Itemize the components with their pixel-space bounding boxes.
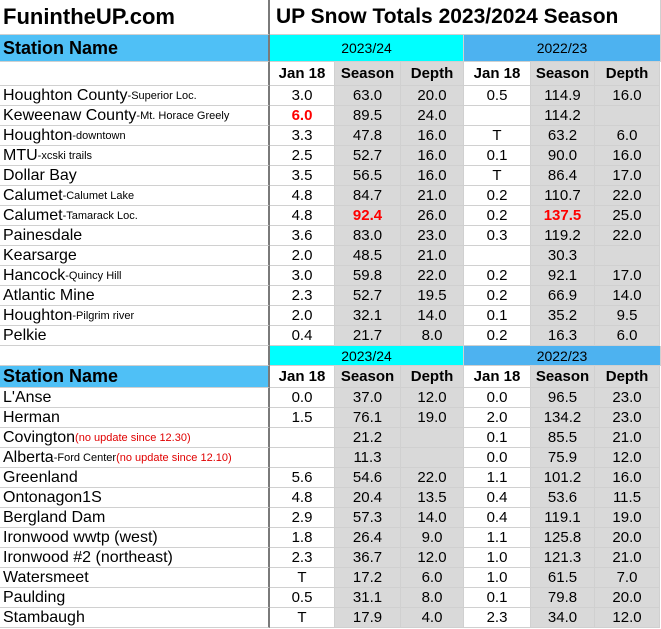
station-name-cell bbox=[0, 388, 270, 408]
station-name: Dollar Bay bbox=[3, 166, 77, 184]
table-row bbox=[0, 588, 661, 608]
cell-depth-previous: 23.0 bbox=[595, 408, 660, 428]
cell-jan18-current: 2.5 bbox=[270, 146, 335, 166]
cell-depth-previous: 21.0 bbox=[595, 548, 660, 568]
cell-depth-current: 8.0 bbox=[401, 326, 464, 346]
cell-depth-previous: 22.0 bbox=[595, 226, 660, 246]
cell-depth-previous: 7.0 bbox=[595, 568, 660, 588]
cell-jan18-current: 3.6 bbox=[270, 226, 335, 246]
cell-season-previous: 79.8 bbox=[531, 588, 595, 608]
cell-depth-current: 12.0 bbox=[401, 548, 464, 568]
cell-season-previous: 119.1 bbox=[531, 508, 595, 528]
station-name-cell bbox=[0, 266, 270, 286]
cell-season-previous: 96.5 bbox=[531, 388, 595, 408]
station-location: -Pilgrim river bbox=[72, 309, 135, 322]
station-name-cell bbox=[0, 286, 270, 306]
station-name-cell bbox=[0, 246, 270, 266]
station-name-cell bbox=[0, 468, 270, 488]
cell-season-previous: 35.2 bbox=[531, 306, 595, 326]
cell-season-current: 76.1 bbox=[335, 408, 401, 428]
cell-season-previous: 90.0 bbox=[531, 146, 595, 166]
cell-season-current: 47.8 bbox=[335, 126, 401, 146]
cell-depth-current: 16.0 bbox=[401, 146, 464, 166]
cell-jan18-previous: 0.3 bbox=[464, 226, 531, 246]
cell-depth-current: 26.0 bbox=[401, 206, 464, 226]
table-row bbox=[0, 488, 661, 508]
cell-depth-previous: 23.0 bbox=[595, 388, 660, 408]
cell-jan18-current: 0.0 bbox=[270, 388, 335, 408]
cell-jan18-previous: 0.1 bbox=[464, 306, 531, 326]
station-name: Paulding bbox=[3, 588, 66, 606]
cell-jan18-current: 1.8 bbox=[270, 528, 335, 548]
station-name: Houghton County bbox=[3, 86, 128, 104]
cell-season-previous: 66.9 bbox=[531, 286, 595, 306]
cell-depth-current: 20.0 bbox=[401, 86, 464, 106]
cell-depth-current: 16.0 bbox=[401, 166, 464, 186]
station-name: Herman bbox=[3, 408, 60, 426]
cell-depth-current: 14.0 bbox=[401, 306, 464, 326]
cell-season-previous: 101.2 bbox=[531, 468, 595, 488]
station-name: L'Anse bbox=[3, 388, 52, 406]
station-name-cell bbox=[0, 306, 270, 326]
station-name: Watersmeet bbox=[3, 568, 89, 586]
cell-season-current: 20.4 bbox=[335, 488, 401, 508]
station-location: -Superior Loc. bbox=[127, 89, 197, 102]
cell-depth-current: 21.0 bbox=[401, 186, 464, 206]
station-name-cell bbox=[0, 186, 270, 206]
station-name-cell bbox=[0, 588, 270, 608]
table-row bbox=[0, 166, 661, 186]
station-location: -Quincy Hill bbox=[65, 269, 122, 282]
cell-depth-current: 12.0 bbox=[401, 388, 464, 408]
cell-depth-previous: 6.0 bbox=[595, 326, 660, 346]
cell-season-current: 56.5 bbox=[335, 166, 401, 186]
cell-jan18-current: 0.5 bbox=[270, 588, 335, 608]
cell-season-current: 59.8 bbox=[335, 266, 401, 286]
cell-jan18-previous: 0.2 bbox=[464, 186, 531, 206]
cell-jan18-current: 2.0 bbox=[270, 306, 335, 326]
station-location: -xcski trails bbox=[37, 149, 93, 162]
table-row bbox=[0, 226, 661, 246]
station-name: Ironwood wwtp (west) bbox=[3, 528, 158, 546]
cell-jan18-current: 2.3 bbox=[270, 548, 335, 568]
station-name: Atlantic Mine bbox=[3, 286, 95, 304]
cell-depth-previous bbox=[595, 246, 660, 266]
season-previous-header: 2022/23 bbox=[464, 346, 661, 366]
table-row bbox=[0, 126, 661, 146]
cell-season-current: 89.5 bbox=[335, 106, 401, 126]
cell-season-previous: 16.3 bbox=[531, 326, 595, 346]
cell-depth-current: 22.0 bbox=[401, 266, 464, 286]
page-title: UP Snow Totals 2023/2024 Season bbox=[270, 0, 661, 35]
cell-depth-previous: 17.0 bbox=[595, 166, 660, 186]
station-name-cell bbox=[0, 488, 270, 508]
cell-jan18-previous: 0.2 bbox=[464, 286, 531, 306]
cell-jan18-current: 2.3 bbox=[270, 286, 335, 306]
cell-jan18-previous: 0.2 bbox=[464, 326, 531, 346]
season-header-row-2 bbox=[0, 346, 661, 366]
station-name-cell bbox=[0, 568, 270, 588]
station-location: -Mt. Horace Greely bbox=[136, 109, 230, 122]
cell-depth-current: 6.0 bbox=[401, 568, 464, 588]
cell-jan18-current bbox=[270, 448, 335, 468]
cell-season-previous: 61.5 bbox=[531, 568, 595, 588]
cell-jan18-current: T bbox=[270, 568, 335, 588]
station-name: Greenland bbox=[3, 468, 78, 486]
station-name-cell bbox=[0, 206, 270, 226]
cell-depth-previous: 17.0 bbox=[595, 266, 660, 286]
cell-jan18-current: 3.0 bbox=[270, 266, 335, 286]
cell-season-current: 26.4 bbox=[335, 528, 401, 548]
cell-depth-previous: 16.0 bbox=[595, 146, 660, 166]
cell-jan18-current: 2.0 bbox=[270, 246, 335, 266]
table-row bbox=[0, 206, 661, 226]
cell-season-current: 17.2 bbox=[335, 568, 401, 588]
table-row bbox=[0, 86, 661, 106]
cell-depth-previous: 20.0 bbox=[595, 588, 660, 608]
cell-jan18-previous: 2.0 bbox=[464, 408, 531, 428]
station-name-cell bbox=[0, 166, 270, 186]
station-name-cell bbox=[0, 528, 270, 548]
station-name: Covington bbox=[3, 428, 76, 446]
cell-jan18-previous: 0.1 bbox=[464, 588, 531, 608]
cell-season-current: 48.5 bbox=[335, 246, 401, 266]
table-row bbox=[0, 286, 661, 306]
cell-jan18-current: 2.9 bbox=[270, 508, 335, 528]
station-location: -Tamarack Loc. bbox=[62, 209, 138, 222]
cell-jan18-previous: 0.0 bbox=[464, 448, 531, 468]
cell-depth-current: 9.0 bbox=[401, 528, 464, 548]
cell-depth-previous: 19.0 bbox=[595, 508, 660, 528]
cell-season-current: 52.7 bbox=[335, 146, 401, 166]
col-season-previous: Season bbox=[531, 62, 595, 86]
cell-depth-current: 19.0 bbox=[401, 408, 464, 428]
cell-depth-previous: 16.0 bbox=[595, 86, 660, 106]
station-name: Calumet bbox=[3, 206, 63, 224]
cell-jan18-previous: 1.1 bbox=[464, 468, 531, 488]
station-location: -downtown bbox=[72, 129, 126, 142]
station-name-cell bbox=[0, 326, 270, 346]
blank-header-cell bbox=[0, 62, 270, 86]
cell-depth-previous: 21.0 bbox=[595, 428, 660, 448]
season-current-header: 2023/24 bbox=[270, 35, 464, 62]
station-name-cell bbox=[0, 86, 270, 106]
station-name: Ontonagon1S bbox=[3, 488, 102, 506]
cell-jan18-current: 4.8 bbox=[270, 488, 335, 508]
cell-season-previous: 34.0 bbox=[531, 608, 595, 628]
site-name: FunintheUP.com bbox=[0, 0, 270, 35]
col-depth-previous: Depth bbox=[595, 366, 660, 388]
cell-season-previous: 114.2 bbox=[531, 106, 595, 126]
cell-jan18-current: 3.3 bbox=[270, 126, 335, 146]
cell-jan18-previous bbox=[464, 106, 531, 126]
table-row bbox=[0, 388, 661, 408]
station-name: MTU bbox=[3, 146, 38, 164]
cell-depth-previous bbox=[595, 106, 660, 126]
cell-depth-previous: 11.5 bbox=[595, 488, 660, 508]
cell-depth-current: 21.0 bbox=[401, 246, 464, 266]
cell-season-current: 83.0 bbox=[335, 226, 401, 246]
cell-season-previous: 134.2 bbox=[531, 408, 595, 428]
cell-depth-current: 24.0 bbox=[401, 106, 464, 126]
cell-season-previous: 85.5 bbox=[531, 428, 595, 448]
table-row bbox=[0, 448, 661, 468]
season-current-header: 2023/24 bbox=[270, 346, 464, 366]
cell-depth-previous: 16.0 bbox=[595, 468, 660, 488]
cell-season-current: 92.4 bbox=[335, 206, 401, 226]
cell-depth-previous: 12.0 bbox=[595, 608, 660, 628]
col-season-previous: Season bbox=[531, 366, 595, 388]
cell-jan18-previous: 0.0 bbox=[464, 388, 531, 408]
cell-season-previous: 53.6 bbox=[531, 488, 595, 508]
station-name: Painesdale bbox=[3, 226, 83, 244]
cell-season-current: 17.9 bbox=[335, 608, 401, 628]
table-row bbox=[0, 608, 661, 628]
station-name: Stambaugh bbox=[3, 608, 85, 626]
cell-depth-current: 14.0 bbox=[401, 508, 464, 528]
station-name-cell bbox=[0, 608, 270, 628]
cell-season-current: 21.7 bbox=[335, 326, 401, 346]
cell-depth-previous: 22.0 bbox=[595, 186, 660, 206]
cell-depth-current: 23.0 bbox=[401, 226, 464, 246]
station-name: Houghton bbox=[3, 306, 73, 324]
table-row bbox=[0, 306, 661, 326]
cell-jan18-previous: 0.5 bbox=[464, 86, 531, 106]
cell-season-previous: 125.8 bbox=[531, 528, 595, 548]
cell-season-current: 21.2 bbox=[335, 428, 401, 448]
station-name: Ironwood #2 (northeast) bbox=[3, 548, 173, 566]
season-previous-header: 2022/23 bbox=[464, 35, 661, 62]
station-name: Keweenaw County bbox=[3, 106, 137, 124]
station-note: (no update since 12.30) bbox=[75, 431, 191, 444]
station-note: (no update since 12.10) bbox=[116, 451, 232, 464]
cell-jan18-previous bbox=[464, 246, 531, 266]
cell-season-current: 36.7 bbox=[335, 548, 401, 568]
cell-season-previous: 114.9 bbox=[531, 86, 595, 106]
table-row bbox=[0, 146, 661, 166]
cell-season-previous: 75.9 bbox=[531, 448, 595, 468]
cell-season-current: 37.0 bbox=[335, 388, 401, 408]
cell-jan18-previous: 0.4 bbox=[464, 488, 531, 508]
cell-jan18-current: 3.5 bbox=[270, 166, 335, 186]
column-header-row-2 bbox=[0, 366, 661, 388]
cell-depth-current: 4.0 bbox=[401, 608, 464, 628]
cell-season-current: 52.7 bbox=[335, 286, 401, 306]
col-jan18-current: Jan 18 bbox=[270, 62, 335, 86]
table-row bbox=[0, 528, 661, 548]
station-name-cell bbox=[0, 106, 270, 126]
station-name: Alberta bbox=[3, 448, 54, 466]
cell-depth-current: 22.0 bbox=[401, 468, 464, 488]
cell-season-previous: 92.1 bbox=[531, 266, 595, 286]
col-depth-previous: Depth bbox=[595, 62, 660, 86]
blank-header-cell bbox=[0, 346, 270, 366]
cell-jan18-current: 6.0 bbox=[270, 106, 335, 126]
cell-jan18-previous: 1.0 bbox=[464, 548, 531, 568]
station-name-cell bbox=[0, 408, 270, 428]
station-name-header: Station Name bbox=[0, 366, 270, 388]
cell-jan18-previous: 0.2 bbox=[464, 206, 531, 226]
cell-season-current: 63.0 bbox=[335, 86, 401, 106]
col-season-current: Season bbox=[335, 366, 401, 388]
col-depth-current: Depth bbox=[401, 62, 464, 86]
station-name-cell bbox=[0, 226, 270, 246]
cell-season-previous: 30.3 bbox=[531, 246, 595, 266]
table-row bbox=[0, 548, 661, 568]
station-name-cell bbox=[0, 428, 270, 448]
station-name: Calumet bbox=[3, 186, 63, 204]
table-row bbox=[0, 246, 661, 266]
table-row bbox=[0, 468, 661, 488]
cell-depth-previous: 20.0 bbox=[595, 528, 660, 548]
cell-season-previous: 121.3 bbox=[531, 548, 595, 568]
table-row bbox=[0, 266, 661, 286]
table-row bbox=[0, 408, 661, 428]
table-row bbox=[0, 508, 661, 528]
cell-season-previous: 119.2 bbox=[531, 226, 595, 246]
cell-jan18-previous: 0.1 bbox=[464, 428, 531, 448]
cell-jan18-previous: 0.1 bbox=[464, 146, 531, 166]
station-location: -Calumet Lake bbox=[62, 189, 135, 202]
section-header-row bbox=[0, 35, 661, 62]
cell-jan18-previous: T bbox=[464, 126, 531, 146]
cell-season-current: 84.7 bbox=[335, 186, 401, 206]
cell-depth-previous: 6.0 bbox=[595, 126, 660, 146]
cell-season-current: 54.6 bbox=[335, 468, 401, 488]
cell-jan18-current: 3.0 bbox=[270, 86, 335, 106]
cell-depth-current: 8.0 bbox=[401, 588, 464, 608]
cell-depth-previous: 14.0 bbox=[595, 286, 660, 306]
station-name-header: Station Name bbox=[0, 35, 270, 62]
cell-jan18-current: 1.5 bbox=[270, 408, 335, 428]
cell-depth-previous: 25.0 bbox=[595, 206, 660, 226]
station-name: Kearsarge bbox=[3, 246, 77, 264]
cell-season-current: 32.1 bbox=[335, 306, 401, 326]
cell-jan18-current bbox=[270, 428, 335, 448]
cell-season-current: 31.1 bbox=[335, 588, 401, 608]
cell-jan18-previous: 0.2 bbox=[464, 266, 531, 286]
col-jan18-previous: Jan 18 bbox=[464, 366, 531, 388]
cell-jan18-previous: 1.0 bbox=[464, 568, 531, 588]
station-name-cell bbox=[0, 146, 270, 166]
cell-depth-previous: 9.5 bbox=[595, 306, 660, 326]
station-name-cell bbox=[0, 126, 270, 146]
station-name-cell bbox=[0, 448, 270, 468]
table-row bbox=[0, 106, 661, 126]
cell-jan18-current: 0.4 bbox=[270, 326, 335, 346]
station-name: Bergland Dam bbox=[3, 508, 106, 526]
cell-season-current: 57.3 bbox=[335, 508, 401, 528]
cell-jan18-current: 4.8 bbox=[270, 186, 335, 206]
station-name: Houghton bbox=[3, 126, 73, 144]
col-depth-current: Depth bbox=[401, 366, 464, 388]
cell-season-previous: 86.4 bbox=[531, 166, 595, 186]
cell-depth-current: 13.5 bbox=[401, 488, 464, 508]
cell-depth-current bbox=[401, 428, 464, 448]
cell-jan18-previous: 0.4 bbox=[464, 508, 531, 528]
col-jan18-previous: Jan 18 bbox=[464, 62, 531, 86]
table-row bbox=[0, 186, 661, 206]
station-name-cell bbox=[0, 508, 270, 528]
cell-jan18-previous: 1.1 bbox=[464, 528, 531, 548]
cell-season-previous: 63.2 bbox=[531, 126, 595, 146]
station-name-cell bbox=[0, 548, 270, 568]
cell-depth-current: 16.0 bbox=[401, 126, 464, 146]
column-header-row bbox=[0, 62, 661, 86]
cell-jan18-current: 5.6 bbox=[270, 468, 335, 488]
station-location: -Ford Center bbox=[53, 451, 117, 464]
cell-season-previous: 110.7 bbox=[531, 186, 595, 206]
station-name: Pelkie bbox=[3, 326, 47, 344]
col-season-current: Season bbox=[335, 62, 401, 86]
cell-depth-current: 19.5 bbox=[401, 286, 464, 306]
table-row bbox=[0, 428, 661, 448]
cell-jan18-previous: T bbox=[464, 166, 531, 186]
cell-jan18-previous: 2.3 bbox=[464, 608, 531, 628]
cell-depth-current bbox=[401, 448, 464, 468]
col-jan18-current: Jan 18 bbox=[270, 366, 335, 388]
cell-season-current: 11.3 bbox=[335, 448, 401, 468]
station-name: Hancock bbox=[3, 266, 66, 284]
cell-jan18-current: T bbox=[270, 608, 335, 628]
table-row bbox=[0, 568, 661, 588]
table-row bbox=[0, 326, 661, 346]
cell-jan18-current: 4.8 bbox=[270, 206, 335, 226]
cell-season-previous: 137.5 bbox=[531, 206, 595, 226]
cell-depth-previous: 12.0 bbox=[595, 448, 660, 468]
title-row bbox=[0, 0, 661, 35]
